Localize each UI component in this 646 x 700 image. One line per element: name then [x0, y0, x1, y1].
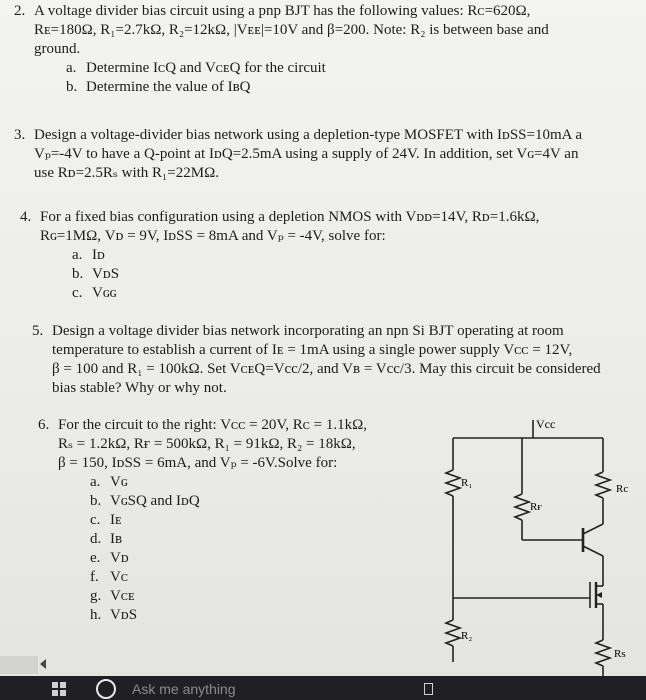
resistor-rc-zigzag — [596, 472, 610, 498]
resistor-rs-zigzag — [596, 640, 610, 666]
task-view-icon[interactable] — [424, 683, 433, 695]
sub-question-f: f. Vᴄ — [90, 569, 129, 585]
problem-text-line: Design a voltage-divider bias network using a depletion-type MOSFET with IᴅSS=10mA a — [34, 127, 583, 143]
problem-text-line: Design a voltage divider bias network incorporating an npn Si BJT operating at room — [52, 323, 564, 339]
sub-question-c: c. Vɢɢ — [72, 285, 117, 301]
label-rs: Rs — [614, 648, 626, 660]
cortana-circle-icon[interactable] — [96, 679, 116, 699]
sub-question-a: a. Iᴅ — [72, 247, 105, 263]
problem-text-line: ground. — [34, 41, 81, 57]
sub-question-d: d. Iʙ — [90, 531, 123, 547]
problem-text-line: For the circuit to the right: Vᴄᴄ = 20V, Rᴄ = 1.1kΩ, — [58, 417, 368, 433]
bjt-emitter — [583, 546, 603, 556]
problem-text-line: β = 150, IᴅSS = 6mA, and Vₚ = -6V.Solve for: — [58, 455, 338, 471]
problem-text-line: temperature to establish a current of Iᴇ = 1mA using a single power supply Vᴄᴄ = 12V, — [52, 342, 573, 358]
problem-text-line: For a fixed bias configuration using a depletion NMOS with Vᴅᴅ=14V, Rᴅ=1.6kΩ, — [40, 209, 540, 225]
problem-text-line: Rɢ=1MΩ, Vᴅ = 9V, IᴅSS = 8mA and Vₚ = -4V, solve for: — [40, 228, 386, 244]
horizontal-scrollbar[interactable] — [0, 656, 38, 674]
label-rc: Rc — [616, 483, 629, 495]
problem-number: 3. — [14, 127, 26, 143]
problem-text-line: use Rᴅ=2.5Rₛ with R₁=22MΩ. — [34, 165, 219, 181]
taskbar-search-box[interactable]: Ask me anything — [132, 681, 236, 697]
problem-number: 4. — [20, 209, 32, 225]
bjt-collector — [583, 524, 603, 534]
sub-question-a: a. Determine IᴄQ and VᴄᴇQ for the circuit — [66, 60, 326, 76]
sub-question-b: b. Determine the value of IʙQ — [66, 79, 251, 95]
sub-question-b: b. VɢSQ and IᴅQ — [90, 493, 200, 509]
problem-text-line: Vₚ=-4V to have a Q-point at IᴅQ=2.5mA using a supply of 24V. In addition, set Vɢ=4V an — [34, 146, 579, 162]
resistor-rf-zigzag — [515, 494, 529, 520]
label-vcc: Vcc — [536, 417, 556, 431]
sub-question-e: e. Vᴅ — [90, 550, 129, 566]
problem-text-line: A voltage divider bias circuit using a pnp BJT has the following values: Rᴄ=620Ω, — [34, 3, 531, 19]
problem-text-line: Rₛ = 1.2kΩ, Rғ = 500kΩ, R₁ = 91kΩ, R₂ = 18kΩ, — [58, 436, 356, 452]
sub-question-h: h. VᴅS — [90, 607, 138, 623]
problem-text-line: bias stable? Why or why not. — [52, 380, 227, 396]
problem-text-line: β = 100 and R₁ = 100kΩ. Set VᴄᴇQ=Vcc/2, and Vʙ = Vcc/3. May this circuit be considered — [52, 361, 601, 377]
windows-start-icon[interactable] — [52, 682, 66, 696]
resistor-r2-zigzag — [446, 620, 460, 646]
problem-number: 5. — [32, 323, 44, 339]
problem-number: 6. — [38, 417, 50, 433]
scroll-left-arrow-icon[interactable] — [40, 659, 46, 669]
label-rf: Rғ — [530, 501, 542, 513]
problem-text-line: Rᴇ=180Ω, R₁=2.7kΩ, R₂=12kΩ, |Vᴇᴇ|=10V and β=200. Note: R₂ is between base and — [34, 22, 549, 38]
sub-question-g: g. Vᴄᴇ — [90, 588, 135, 604]
windows-taskbar — [0, 676, 646, 700]
label-r1: R₁ — [461, 477, 473, 489]
sub-question-b: b. VᴅS — [72, 266, 120, 282]
sub-question-a: a. Vɢ — [90, 474, 128, 490]
resistor-r1-zigzag — [446, 470, 460, 496]
sub-question-c: c. Iᴇ — [90, 512, 122, 528]
problem-number: 2. — [14, 3, 26, 19]
label-r2: R₂ — [461, 630, 473, 642]
